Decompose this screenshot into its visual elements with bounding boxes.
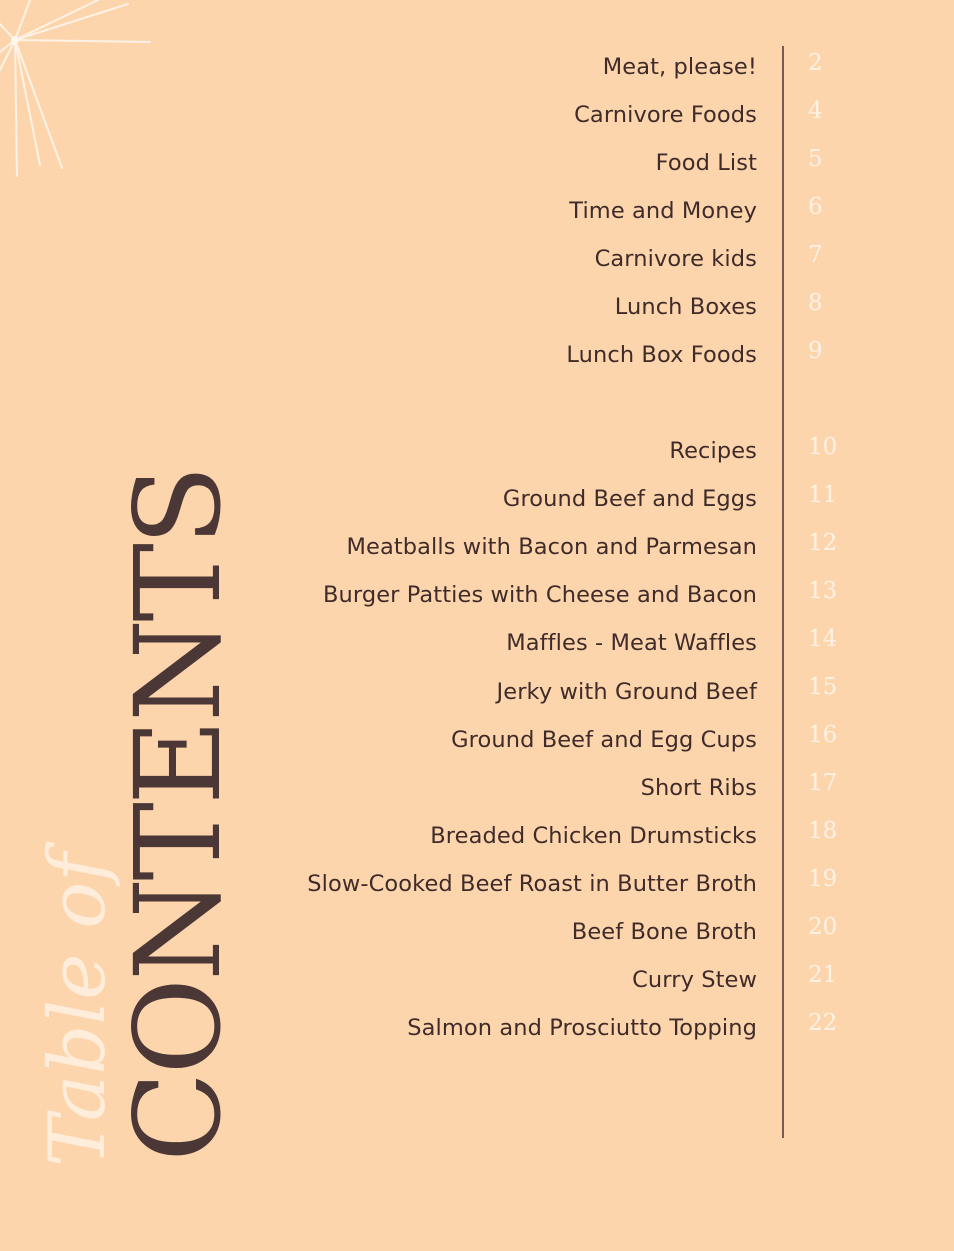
toc-page-number: 18	[808, 818, 838, 844]
toc-page-number: 17	[808, 770, 838, 796]
toc-page-number: 6	[808, 194, 823, 220]
toc-page-number: 5	[808, 146, 823, 172]
toc-page-number: 14	[808, 626, 838, 652]
toc-entry-label[interactable]: Lunch Boxes	[614, 294, 757, 320]
toc-list	[240, 0, 760, 1251]
toc-entry-label[interactable]: Time and Money	[569, 198, 757, 224]
toc-page-number: 7	[808, 242, 823, 268]
toc-page-number: 13	[808, 578, 838, 604]
vertical-divider	[782, 46, 784, 1138]
toc-page-number: 9	[808, 338, 823, 364]
toc-entry-label[interactable]: Recipes	[669, 438, 757, 464]
toc-entry-label[interactable]: Short Ribs	[640, 775, 757, 801]
page-number-column	[790, 0, 870, 1251]
toc-entry-label[interactable]: Maffles - Meat Waffles	[506, 630, 757, 656]
toc-entry-label[interactable]: Jerky with Ground Beef	[496, 679, 757, 705]
toc-entry-label[interactable]: Curry Stew	[632, 967, 757, 993]
toc-entry-label[interactable]: Beef Bone Broth	[571, 919, 757, 945]
toc-entry-label[interactable]: Carnivore Foods	[574, 102, 757, 128]
toc-entry-label[interactable]: Breaded Chicken Drumsticks	[430, 823, 757, 849]
toc-page-number: 15	[808, 674, 838, 700]
toc-entry-label[interactable]: Salmon and Prosciutto Topping	[407, 1015, 757, 1041]
toc-page-number: 22	[808, 1010, 838, 1036]
toc-page-number: 21	[808, 962, 838, 988]
toc-page-number: 12	[808, 530, 838, 556]
toc-entry-label[interactable]: Ground Beef and Egg Cups	[451, 727, 757, 753]
sunburst-decoration	[0, 0, 170, 190]
toc-page-number: 8	[808, 290, 823, 316]
toc-page-number: 19	[808, 866, 838, 892]
toc-entry-label[interactable]: Carnivore kids	[594, 246, 757, 272]
toc-page-number: 2	[808, 50, 823, 76]
toc-entry-label[interactable]: Meatballs with Bacon and Parmesan	[346, 534, 757, 560]
title-script-text: Table of	[33, 852, 123, 1168]
toc-entry-label[interactable]: Slow-Cooked Beef Roast in Butter Broth	[307, 871, 757, 897]
toc-entry-label[interactable]: Food List	[655, 150, 757, 176]
toc-page-number: 10	[808, 434, 838, 460]
toc-entry-label[interactable]: Burger Patties with Cheese and Bacon	[322, 582, 757, 608]
toc-entry-label[interactable]: Ground Beef and Eggs	[502, 486, 757, 512]
toc-page-number: 4	[808, 98, 823, 124]
toc-page-number: 11	[808, 482, 838, 508]
title-contents-text: CONTENTS	[109, 468, 247, 1162]
toc-page-number: 20	[808, 914, 838, 940]
toc-entry-label[interactable]: Meat, please!	[602, 54, 757, 80]
toc-entry-label[interactable]: Lunch Box Foods	[566, 342, 757, 368]
toc-page-number: 16	[808, 722, 838, 748]
